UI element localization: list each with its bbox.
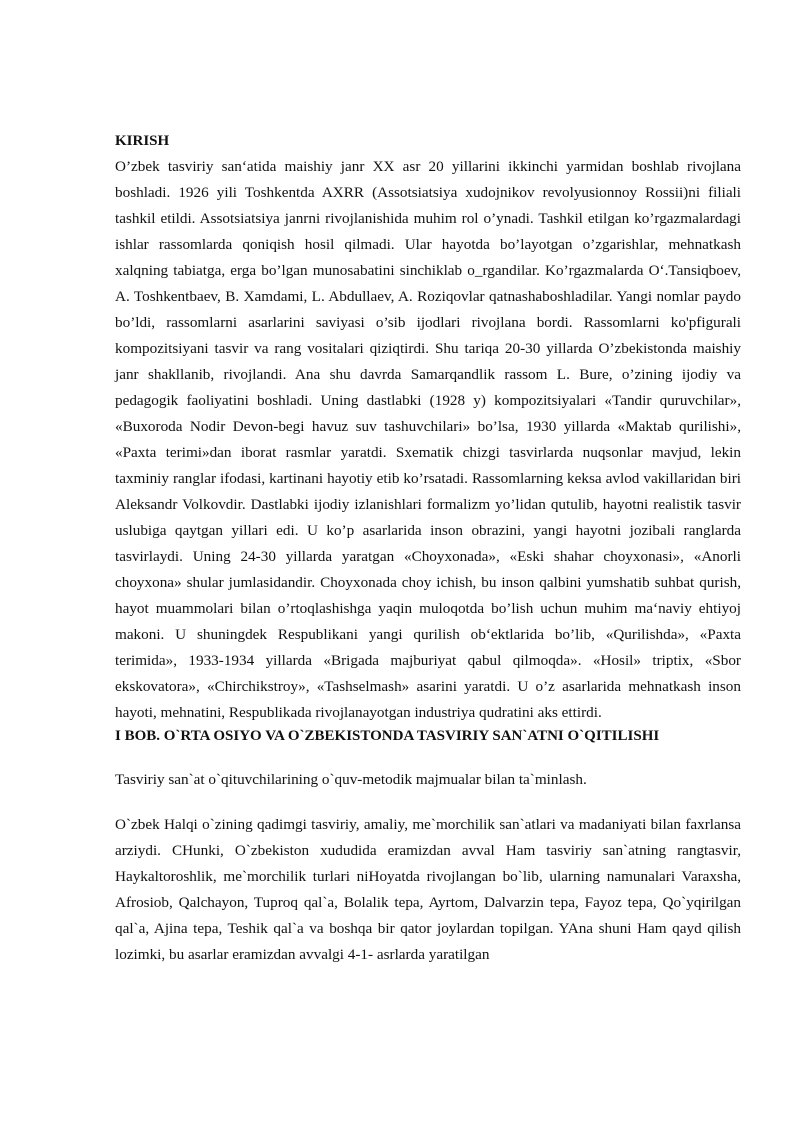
section-line: Tasviriy san`at o`qituvchilarining o`quv-metodik majmualar bilan ta`minlash. [115, 771, 587, 788]
intro-paragraph: O’zbek tasviriy san‘atida maishiy janr XX asr 20 yillarini ikkinchi yarmidan boshlab rivojlana boshladi. 1926 yili Toshkentda AXRR (Assotsiatsiya xudojnikov revolyusionnoy Rossii)ni filiali tashkil etildi. Assotsiatsiya janrni rivojlanishida muhim rol o’ynadi. Tashkil etilgan ko’rgazmalardagi ishlar rassomlarda qoniqish hosil qilmadi. Ular hayotda bo’layotgan o’zgarishlar, mehnatkash xalqning tabiatga, erga bo’lgan munosabatini sinchiklab o_rgandilar. Ko’rgazmalarda O‘.Tansiqboev, A. Toshkentbaev, B. Xamdami, L. Abdullaev, A. Roziqovlar qatnashaboshladilar. Yangi nomlar paydo bo’ldi, rassomlarni asarlarini saviyasi o’sib ijodlari rivojlana bordi. Rassomlarni ko'pfigurali kompozitsiyani tasvir va rang vositalari qiziqtirdi. Shu tariqa 20-30 yillarda O’zbekistonda maishiy janr shakllanib, rivojlandi. Ana shu davrda Samarqandlik rassom L. Bure, o’zining ijodiy va pedagogik faoliyatini boshladi. Uning dastlabki (1928 y) kompozitsiyalari «Tandir quruvchilar», «Buxoroda Nodir Devon-begi havuz suv tashuvchilari» bo’lsa, 1930 yillarda «Maktab qurilishi», «Paxta terimi»dan iborat rasmlar yaratdi. Sxematik chizgi tasvirlarda nuqsonlar mavjud, lekin taxminiy ranglar ifodasi, kartinani hayotiy etib ko’rsatadi. Rassomlarning keksa avlod vakillaridan biri Aleksandr Volkovdir. Dastlabki ijodiy izlanishlari formalizm yo’lidan qutulib, hayotni realistik tasvir uslubiga qaytgan yillari edi. U ko’p asarlarida inson obrazini, yangi hayotni jozibali ranglarda tasvirlaydi. Uning 24-30 yillarda yaratgan «Choyxonada», «Eski shahar choyxonasi», «Anorli choyxona» shular jumlasidandir. Choyxonada choy ichish, bu inson qalbini yumshatib suhbat qurish, hayot muammolari bilan o’rtoqlashishga yaqin muloqotda bo’lish uchun muhim ma‘naviy ehtiyoj makoni. U shuningdek Respublikani yangi qurilish ob‘ektlarida bo’lib, «Qurilishda», «Paxta terimida», 1933-1934 yillarda «Brigada majburiyat qabul qilmoqda». «Hosil» triptix, «Sbor ekskovatora», «Chirchikstroy», «Tashselmash» asarini yaratdi. U o’z asarlarida mehnatkash inson hayoti, mehnatini, Respublikada rivojlanayotgan industriya qudratini aks ettirdi. [115, 158, 741, 721]
document-page [115, 131, 741, 968]
chapter-paragraph: O`zbek Halqi o`zining qadimgi tasviriy, amaliy, me`morchilik san`atlari va madaniyati bilan faxrlansa arziydi. CHunki, O`zbekiston xududida eramizdan avval Ham tasviriy san`atning rangtasvir, Haykaltoroshlik, me`morchilik turlari niHoyatda rivojlangan bo`lib, ularning namunalari Varaxsha, Afrosiob, Qalchayon, Tuproq qal`a, Bolalik tepa, Ayrtom, Dalvarzin tepa, Fayoz tepa, Qo`yqirilgan qal`a, Ajina tepa, Teshik qal`a va boshqa bir qator joylardan topilgan. YAna shuni Ham qayd qilish lozimki, bu asarlar eramizdan avvalgi 4-1- asrlarda yaratilgan [115, 816, 741, 963]
chapter-heading: I BOB. O`RTA OSIYO VA O`ZBEKISTONDA TASVIRIY SAN`ATNI O`QITILISHI [115, 728, 660, 744]
intro-heading: KIRISH [115, 133, 170, 149]
